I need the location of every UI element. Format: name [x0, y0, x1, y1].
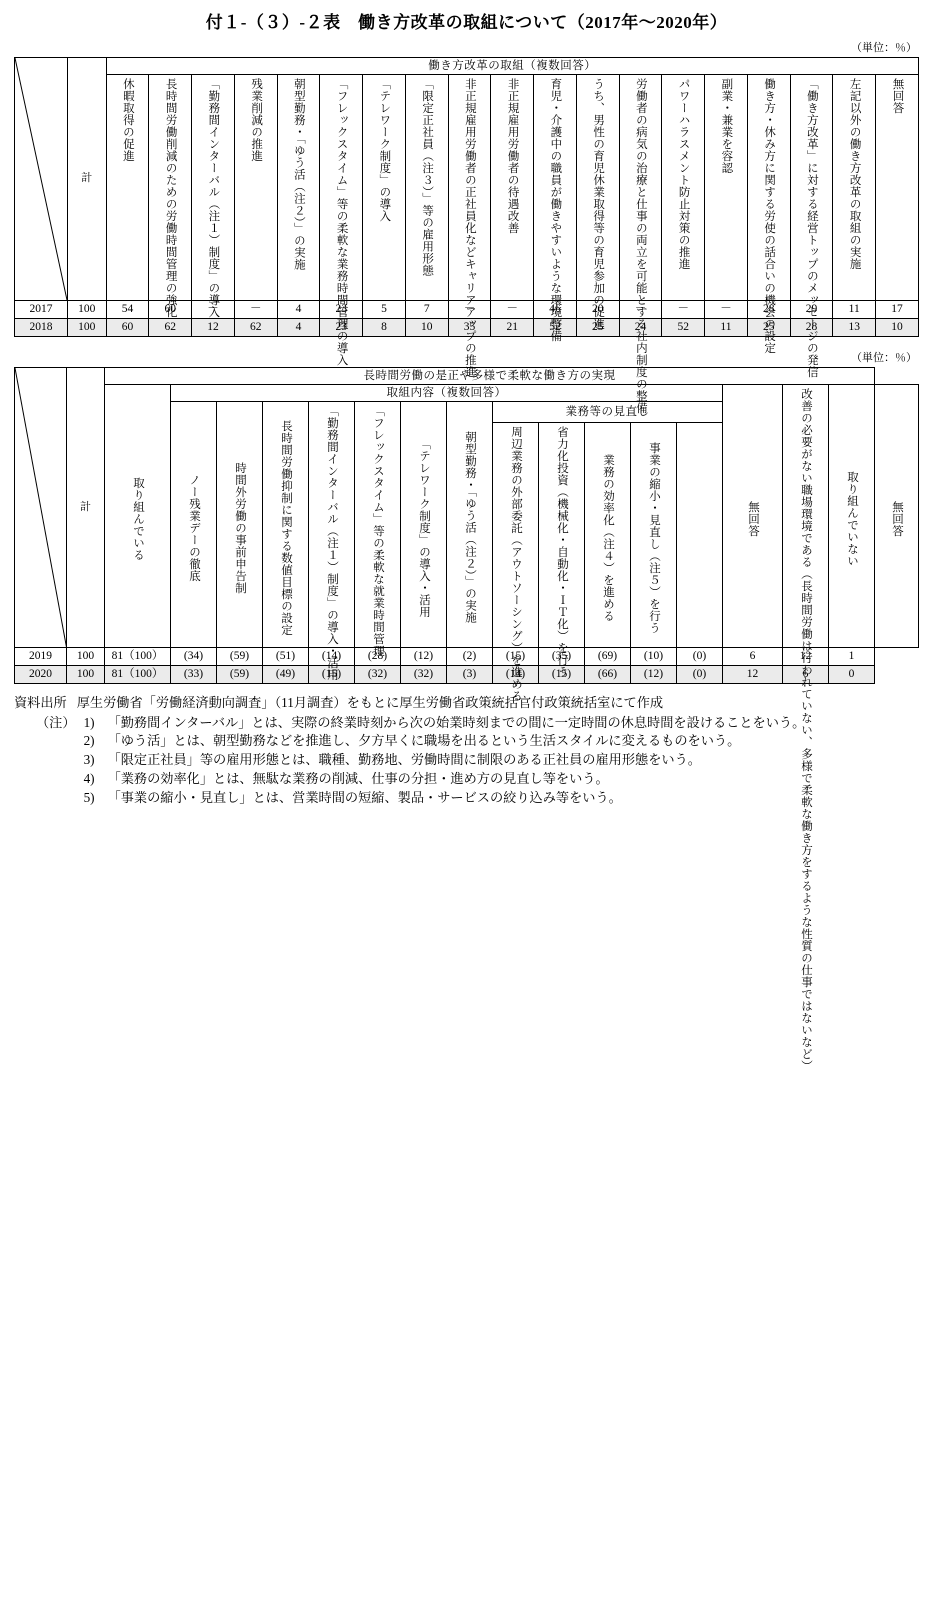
table1-cell: 7 — [405, 301, 448, 319]
table2-cell: 100 — [67, 666, 105, 684]
table1-col-8: 「限定正社員（注３）」等の雇用形態 — [405, 75, 448, 301]
diagonal-line-icon — [15, 368, 67, 648]
table1-cell: 54 — [106, 301, 149, 319]
table1-cell: 52 — [534, 319, 577, 337]
table1-cell: 10 — [405, 319, 448, 337]
table2-cell: (35) — [539, 648, 585, 666]
table1-col-3: 「勤務間インターバル（注１）制度」の導入 — [192, 75, 235, 301]
table2-subgroup-row-1 — [15, 385, 919, 402]
table1-group-header-row — [15, 58, 919, 75]
notes-block — [14, 694, 919, 807]
table2-cell: (14) — [309, 648, 355, 666]
note-list — [14, 714, 919, 808]
table2-cell: (3) — [447, 666, 493, 684]
table2-cell: (12) — [631, 666, 677, 684]
table2-col-6: 「フレックスタイム」等の柔軟な就業時間管理 — [355, 402, 401, 648]
table2-cell: (12) — [401, 648, 447, 666]
note-text: 「事業の縮小・見直し」とは、営業時間の短縮、製品・サービスの絞り込み等をいう。 — [107, 789, 622, 805]
table1-cell: 25 — [576, 319, 619, 337]
table1-col-17: 「働き方改革」に対する経営トップのメッセージの発信 — [790, 75, 833, 301]
table1-cell: － — [448, 301, 491, 319]
diagonal-line-icon — [15, 58, 67, 300]
table2-col-12: 事業の縮小・見直し（注５）を行う — [631, 423, 677, 648]
note-number: 1) — [83, 714, 95, 730]
table1-cell: 28 — [790, 319, 833, 337]
table2-col-5: 「勤務間インターバル（注１）制度」の導入・活用 — [309, 402, 355, 648]
table1-col-16: 働き方・休み方に関する労使の話合いの機会の設定 — [747, 75, 790, 301]
source-label: 資料出所 — [14, 695, 67, 710]
note-text: 「勤務間インターバル」とは、実際の終業時刻から次の始業時刻までの間に一定時間の休息時間を設けることをいう。 — [107, 714, 806, 730]
table2-col-13: 無回答 — [723, 385, 783, 648]
table2-cell: (66) — [585, 666, 631, 684]
table2-col-11: 業務の効率化（注４）を進める — [585, 423, 631, 648]
table1-cell: 21 — [491, 319, 534, 337]
source-text: 厚生労働省「労働経済動向調査」（11月調査）をもとに厚生労働省政策統括官付政策統括室にて作成 — [76, 695, 664, 710]
table2-cell: (49) — [263, 666, 309, 684]
table1-col-7: 「テレワーク制度」の導入 — [363, 75, 406, 301]
table1-cell: 60 — [149, 301, 192, 319]
table1-cell: 10 — [876, 319, 919, 337]
table2-cell: (32) — [355, 666, 401, 684]
table2-unit-label: （単位：％） — [851, 352, 917, 364]
table2-col-14: 改善の必要がない職場環境である（長時間労働は行われていない、多様で柔軟な働き方をするような性質の仕事ではないなど） — [783, 385, 829, 648]
table2-cell: 1 — [829, 648, 875, 666]
table2-cell: (69) — [585, 648, 631, 666]
table1-cell: 8 — [363, 319, 406, 337]
table1-cell: 52 — [662, 319, 705, 337]
table1-cell: 11 — [705, 319, 748, 337]
table1-col-15: 副業・兼業を容認 — [705, 75, 748, 301]
table1-col-4: 残業削減の推進 — [234, 75, 277, 301]
table2-subheader-review: 業務等の見直し — [493, 402, 723, 423]
table2-cell: (14) — [493, 666, 539, 684]
table2-cell: (59) — [217, 648, 263, 666]
table1-cell: 100 — [67, 319, 106, 337]
table2-cell: 81（100） — [105, 666, 171, 684]
table2-row-label-2019: 2019 — [15, 648, 67, 666]
note-item — [84, 732, 919, 751]
table-row — [15, 666, 919, 684]
table2-col-7: 「テレワーク制度」の導入・活用 — [401, 402, 447, 648]
table2-cell: (33) — [171, 666, 217, 684]
table2-group-header: 長時間労働の是正や多様で柔軟な働き方の実現 — [105, 368, 875, 385]
table2-cell: (15) — [493, 648, 539, 666]
table1-unit-label: （単位：％） — [851, 42, 917, 54]
table1-col-19: 無回答 — [876, 75, 919, 301]
table2-cell: (32) — [401, 666, 447, 684]
table1-cell: 60 — [106, 319, 149, 337]
table1-cell: 46 — [534, 301, 577, 319]
table1-col-11: 育児・介護中の職員が働きやすいような環境整備 — [534, 75, 577, 301]
table1-col-9: 非正規雇用労働者の正社員化などキャリアアップの推進 — [448, 75, 491, 301]
note-number: 2) — [83, 733, 95, 749]
table1-col-total: 計 — [67, 58, 106, 301]
table1-cell: 23 — [320, 301, 363, 319]
table2-col-16: 無回答 — [875, 385, 919, 648]
table2-col-12b — [677, 423, 723, 648]
table2-cell: 0 — [829, 666, 875, 684]
table1-cell: － — [662, 301, 705, 319]
table1-col-2: 長時間労働削減のための労働時間管理の強化 — [149, 75, 192, 301]
table2-subheader-content: 取組内容（複数回答） — [171, 385, 723, 402]
table1-cell: － — [192, 301, 235, 319]
note-text: 「限定正社員」等の雇用形態とは、職種、勤務地、労働時間に制限のある正社員の雇用形態をいう。 — [107, 752, 701, 768]
table1-col-14: パワーハラスメント防止対策の推進 — [662, 75, 705, 301]
table2-cell: (28) — [355, 648, 401, 666]
table2-col-15: 取り組んでいない — [829, 385, 875, 648]
table1-cell: 23 — [320, 319, 363, 337]
note-items — [84, 714, 919, 808]
table2-corner-cell — [15, 368, 67, 648]
table1-cell: 11 — [833, 301, 876, 319]
table2-col-4: 長時間労働抑制に関する数値目標の設定 — [263, 402, 309, 648]
table2-cell: (0) — [677, 648, 723, 666]
note-text: 「ゆう活」とは、朝型勤務などを推進し、夕方早くに職場を出るという生活スタイルに変えるものをいう。 — [107, 733, 741, 749]
table1-col-1: 休暇取得の促進 — [106, 75, 149, 301]
table1-cell: 13 — [833, 319, 876, 337]
table1-col-12: うち、男性の育児休業取得等の育児参加の促進 — [576, 75, 619, 301]
table1-cell: 28 — [747, 301, 790, 319]
table2-col-2: ノー残業デーの徹底 — [171, 402, 217, 648]
note-item — [84, 789, 919, 808]
table2-cell: 12 — [723, 666, 783, 684]
source-row — [14, 694, 919, 713]
table2-row-label-2020: 2020 — [15, 666, 67, 684]
note-number: 4) — [83, 770, 95, 786]
note-number: 5) — [83, 789, 95, 805]
table2-cell: (34) — [171, 648, 217, 666]
table2-cell: (15) — [309, 666, 355, 684]
table1-cell: 4 — [277, 301, 320, 319]
table1-cell: 4 — [277, 319, 320, 337]
table1-cell: 5 — [363, 301, 406, 319]
page-title: 付１-（３）-２表 働き方改革の取組について（2017年～2020年） — [205, 13, 728, 32]
table2-col-total: 計 — [67, 368, 105, 648]
table1-cell: 35 — [448, 319, 491, 337]
note-item — [84, 714, 919, 733]
table1-cell: 100 — [67, 301, 106, 319]
table1-cell: 24 — [619, 319, 662, 337]
table1-cell: － — [234, 301, 277, 319]
table1-col-18: 左記以外の働き方改革の取組の実施 — [833, 75, 876, 301]
table2-cell: (59) — [217, 666, 263, 684]
table1-col-6: 「フレックスタイム」等の柔軟な業務時間管理の導入 — [320, 75, 363, 301]
note-label: （注） — [36, 714, 76, 730]
table2-col-9: 周辺業務の外部委託（アウトソーシング）を進める — [493, 423, 539, 648]
table1-row-label-2018: 2018 — [15, 319, 68, 337]
table2-cell: (10) — [631, 648, 677, 666]
table2-cell: 6 — [723, 648, 783, 666]
table2-cell: 81（100） — [105, 648, 171, 666]
table1-cell: 25 — [747, 319, 790, 337]
table-row — [15, 648, 919, 666]
table2-cell: (15) — [539, 666, 585, 684]
document-page — [0, 8, 933, 1072]
table1-corner-cell — [15, 58, 68, 301]
table1-cell: 29 — [790, 301, 833, 319]
table2-cell: 12 — [783, 648, 829, 666]
table1-cell: 20 — [576, 301, 619, 319]
note-number: 3) — [83, 752, 95, 768]
table1-cell: 62 — [149, 319, 192, 337]
note-item — [84, 751, 919, 770]
table1-cell: － — [619, 301, 662, 319]
table1-col-10: 非正規雇用労働者の待遇改善 — [491, 75, 534, 301]
table2-cell: (2) — [447, 648, 493, 666]
table1-group-header: 働き方改革の取組（複数回答） — [106, 58, 918, 75]
table2-col-3: 時間外労働の事前申告制 — [217, 402, 263, 648]
table2-cell: 6 — [783, 666, 829, 684]
table1-cell: 62 — [234, 319, 277, 337]
table2-cell: (51) — [263, 648, 309, 666]
table1-row-label-2017: 2017 — [15, 301, 68, 319]
table1-cell: 17 — [876, 301, 919, 319]
table2-cell: (0) — [677, 666, 723, 684]
table1-cell: － — [705, 301, 748, 319]
table2-col-10: 省力化投資（機械化・自動化・ＩＴ化）を行う — [539, 423, 585, 648]
table1-vertical-header-row — [15, 75, 919, 301]
table2-col-8: 朝型勤務・「ゆう活（注２）」の実施 — [447, 402, 493, 648]
table1-col-13: 労働者の病気の治療と仕事の両立を可能とする社内制度の整備 — [619, 75, 662, 301]
table2-cell: 100 — [67, 648, 105, 666]
note-item — [84, 770, 919, 789]
table1-cell: － — [491, 301, 534, 319]
note-text: 「業務の効率化」とは、無駄な業務の削減、仕事の分担・進め方の見直し等をいう。 — [107, 770, 609, 786]
table1-col-5: 朝型勤務・「ゆう活（注２）」の実施 — [277, 75, 320, 301]
table1-cell: 12 — [192, 319, 235, 337]
table2-col-1: 取り組んでいる — [105, 385, 171, 648]
